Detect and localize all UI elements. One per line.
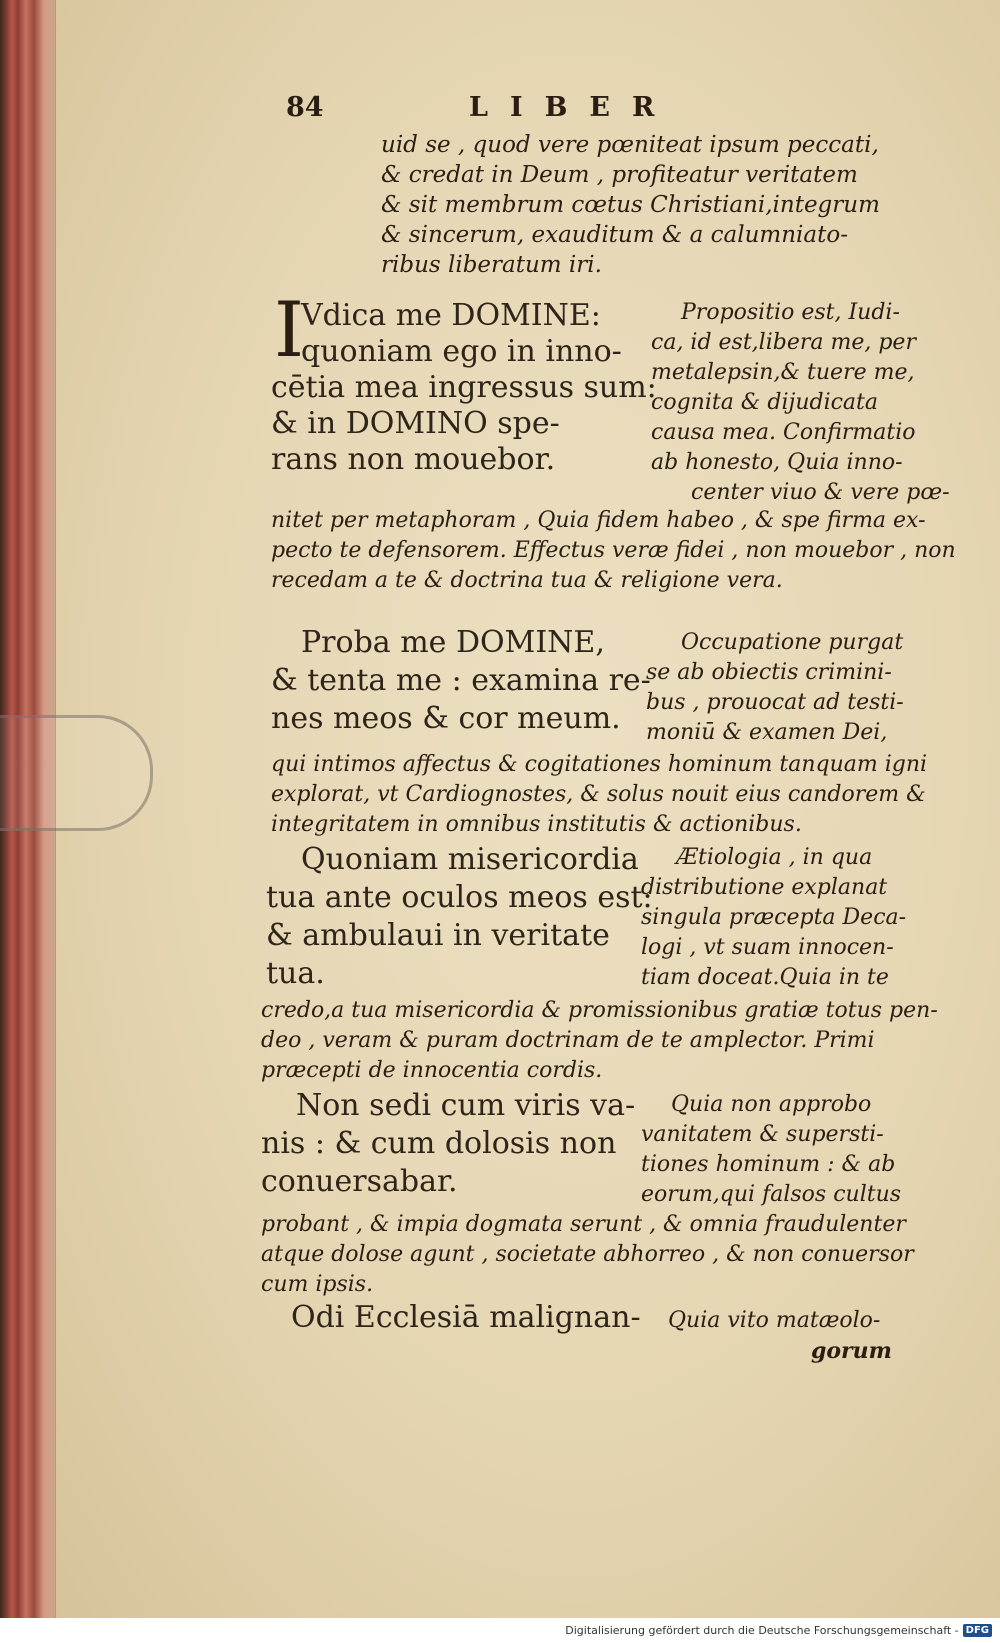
page-number: 84 [286,92,324,123]
gloss-line: singula præcepta Deca- [641,905,907,930]
verse-line: tua ante oculos meos est: [266,880,653,915]
gloss-line: tiam doceat.Quia in te [641,965,889,990]
gloss-line: se ab obiectis crimini- [646,660,892,685]
gloss-line: vanitatem & supersti- [641,1122,884,1147]
intro-line: ribus liberatum iri. [381,252,602,278]
verse-line: & ambulaui in veritate [266,918,610,953]
book-page [55,0,1000,1618]
gloss-line: logi , vt suam innocen- [641,935,894,960]
continuation-line: qui intimos affectus & cogitationes hominum tanquam igni [271,752,928,777]
gloss-line: metalepsin,& tuere me, [651,360,915,385]
gloss-line: ab honesto, Quia inno- [651,450,903,475]
verse-line: Quoniam misericordia [301,842,639,877]
continuation-line: pecto te defensorem. Effectus veræ fidei , non mouebor , non [271,538,956,563]
verse-line: & tenta me : examina re- [271,663,651,698]
gloss-line: distributione explanat [641,875,888,900]
verse-line: & in DOMINO spe- [271,406,560,441]
gloss-line: tiones hominum : & ab [641,1152,896,1177]
continuation-line: explorat, vt Cardiognostes, & solus nouit eius candorem & [271,782,926,807]
verse-line: rans non mouebor. [271,442,556,477]
drop-cap: I [274,285,305,374]
intro-line: & sincerum, exauditum & a calumniato- [381,222,848,248]
gloss-line: eorum,qui falsos cultus [641,1182,902,1207]
dfg-logo: DFG [963,1624,992,1637]
continuation-line: probant , & impia dogmata serunt , & omnia fraudulenter [261,1212,906,1237]
verse-line: Proba me DOMINE, [301,625,605,660]
catchword: gorum [811,1338,892,1364]
verse-line: quoniam ego in inno- [301,334,622,369]
gloss-line: Propositio est, Iudi- [681,300,900,325]
funding-text: Digitalisierung gefördert durch die Deutsche Forschungsgemeinschaft - [565,1624,959,1637]
gloss-line: cognita & dijudicata [651,390,879,415]
continuation-line: nitet per metaphoram , Quia fidem habeo , & spe firma ex- [271,508,926,533]
continuation-line: deo , veram & puram doctrinam de te amplector. Primi [261,1028,875,1053]
funding-footer [565,1624,992,1637]
gloss-line: ca, id est,libera me, per [651,330,916,355]
continuation-line: atque dolose agunt , societate abhorreo , & non conuersor [261,1242,914,1267]
verse-line: nes meos & cor meum. [271,701,621,736]
continuation-line: cum ipsis. [261,1272,374,1297]
continuation-line: recedam a te & doctrina tua & religione vera. [271,568,783,593]
gloss-line: bus , prouocat ad testi- [646,690,904,715]
gloss-line: moniū & examen Dei, [646,720,888,745]
running-head [286,92,677,123]
gloss-line: causa mea. Confirmatio [651,420,916,445]
running-title: LIBER [469,92,677,123]
intro-line: & sit membrum cœtus Christiani,integrum [381,192,880,218]
verse-line: tua. [266,956,325,991]
page-clip [0,715,153,831]
gloss-line: Occupatione purgat [681,630,904,655]
verse-line: Vdica me DOMINE: [301,298,601,333]
gloss-line: Quia non approbo [671,1092,872,1117]
verse-line: conuersabar. [261,1164,458,1199]
verse-line: nis : & cum dolosis non [261,1126,617,1161]
verse-line: Odi Ecclesiā malignan- [291,1300,641,1335]
gloss-line: Quia vito matæolo- [668,1308,881,1333]
verse-line: Non sedi cum viris va- [296,1088,636,1123]
gloss-line: Ætiologia , in qua [676,845,873,870]
intro-line: & credat in Deum , profiteatur veritatem [381,162,858,188]
gloss-line: center viuo & vere pœ- [691,480,950,505]
verse-line: cētia mea ingressus sum: [271,370,657,405]
continuation-line: integritatem in omnibus institutis & actionibus. [271,812,802,837]
intro-line: uid se , quod vere pœniteat ipsum peccati, [381,132,879,158]
continuation-line: præcepti de innocentia cordis. [261,1058,603,1083]
continuation-line: credo,a tua misericordia & promissionibus gratiæ totus pen- [261,998,938,1023]
